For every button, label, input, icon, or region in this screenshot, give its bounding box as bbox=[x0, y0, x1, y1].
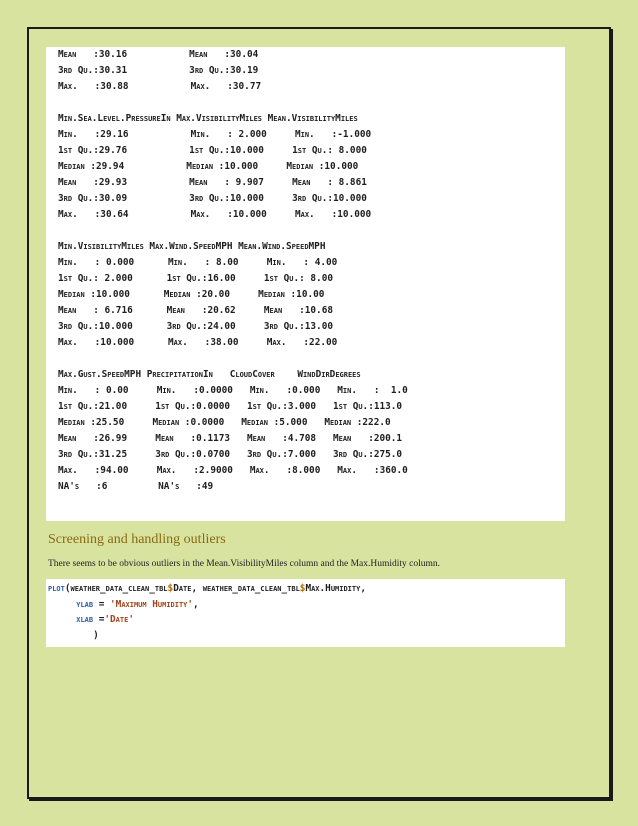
summary-line: Min.Sea.Level.PressureIn Max.VisibilityMiles Mean.VisibilityMiles bbox=[58, 113, 358, 124]
code-close-paren: ) bbox=[93, 629, 99, 641]
summary-line: Median :29.94 Median :10.000 Median :10.000 bbox=[58, 161, 359, 172]
code-dollar: $ bbox=[299, 583, 306, 594]
summary-line: Median :10.000 Median :20.00 Median :10.00 bbox=[58, 289, 325, 300]
summary-line: 3rd Qu.:30.09 3rd Qu.:10.000 3rd Qu.:10.000 bbox=[58, 193, 367, 204]
summary-gap bbox=[58, 223, 565, 239]
code-arg: Max.Humidity bbox=[305, 583, 361, 594]
summary-gap bbox=[58, 351, 565, 367]
summary-gap bbox=[58, 95, 565, 111]
summary-line: Mean :26.99 Mean :0.1173 Mean :4.708 Mean :200.1 bbox=[58, 433, 403, 444]
code-eq: = bbox=[93, 598, 111, 610]
summary-line: 3rd Qu.:10.000 3rd Qu.:24.00 3rd Qu.:13.00 bbox=[58, 321, 333, 332]
summary-line: Min.VisibilityMiles Max.Wind.SpeedMPH Mean.Wind.SpeedMPH bbox=[58, 241, 326, 252]
summary-line: Min. : 0.00 Min. :0.0000 Min. :0.000 Min. : 1.0 bbox=[58, 385, 408, 396]
plot-code-block: plot(weather_data_clean_tbl$Date, weather_data_clean_tbl$Max.Humidity, ylab = 'Maximum Humidity', xlab ='Date' ) bbox=[46, 579, 565, 647]
summary-line: Max. :10.000 Max. :38.00 Max. :22.00 bbox=[58, 337, 338, 348]
summary-line: 1st Qu.:29.76 1st Qu.:10.000 1st Qu.: 8.000 bbox=[58, 145, 367, 156]
code-arg: weather_data_clean_tbl bbox=[70, 583, 168, 594]
summary-output-block bbox=[46, 47, 565, 521]
code-xlab-value: 'Date' bbox=[104, 614, 134, 625]
code-fn: plot bbox=[48, 583, 65, 594]
code-comma: , bbox=[360, 583, 366, 594]
code-ylab-value: 'Maximum Humidity' bbox=[110, 598, 194, 610]
section-heading: Screening and handling outliers bbox=[48, 532, 226, 547]
summary-line: Min. : 0.000 Min. : 8.00 Min. : 4.00 bbox=[58, 257, 338, 268]
code-ylab-key: ylab bbox=[76, 598, 94, 610]
summary-line: Max. :30.64 Max. :10.000 Max. :10.000 bbox=[58, 209, 372, 220]
code-xlab-key: xlab bbox=[76, 614, 94, 625]
summary-line: 3rd Qu.:31.25 3rd Qu.:0.0700 3rd Qu.:7.000 3rd Qu.:275.0 bbox=[58, 449, 403, 460]
section-paragraph: There seems to be obvious outliers in the Mean.VisibilityMiles column and the Max.Humidity column. bbox=[48, 559, 441, 569]
code-arg: weather_data_clean_tbl bbox=[202, 583, 300, 594]
code-dollar: $ bbox=[167, 583, 174, 594]
summary-line: 3rd Qu.:30.31 3rd Qu.:30.19 bbox=[58, 65, 259, 76]
code-eq: = bbox=[93, 614, 105, 625]
code-arg: Date bbox=[173, 583, 192, 594]
summary-line: Max.Gust.SpeedMPH PrecipitationIn CloudCover WindDirDegrees bbox=[58, 369, 361, 380]
summary-line: Min. :29.16 Min. : 2.000 Min. :-1.000 bbox=[58, 129, 372, 140]
summary-line: Mean :29.93 Mean : 9.907 Mean : 8.861 bbox=[58, 177, 367, 188]
summary-line: Mean : 6.716 Mean :20.62 Mean :10.68 bbox=[58, 305, 333, 316]
code-sep: , bbox=[191, 583, 203, 594]
summary-line: 1st Qu.: 2.000 1st Qu.:16.00 1st Qu.: 8.00 bbox=[58, 273, 333, 284]
summary-line: 1st Qu.:21.00 1st Qu.:0.0000 1st Qu.:3.000 1st Qu.:113.0 bbox=[58, 401, 403, 412]
code-comma: , bbox=[193, 598, 199, 610]
summary-line: Max. :30.88 Max. :30.77 bbox=[58, 81, 262, 92]
summary-line: Max. :94.00 Max. :2.9000 Max. :8.000 Max. :360.0 bbox=[58, 465, 408, 476]
summary-line: NA's :6 NA's :49 bbox=[58, 481, 214, 492]
summary-line: Median :25.50 Median :0.0000 Median :5.000 Median :222.0 bbox=[58, 417, 391, 428]
summary-line: Mean :30.16 Mean :30.04 bbox=[58, 49, 259, 60]
